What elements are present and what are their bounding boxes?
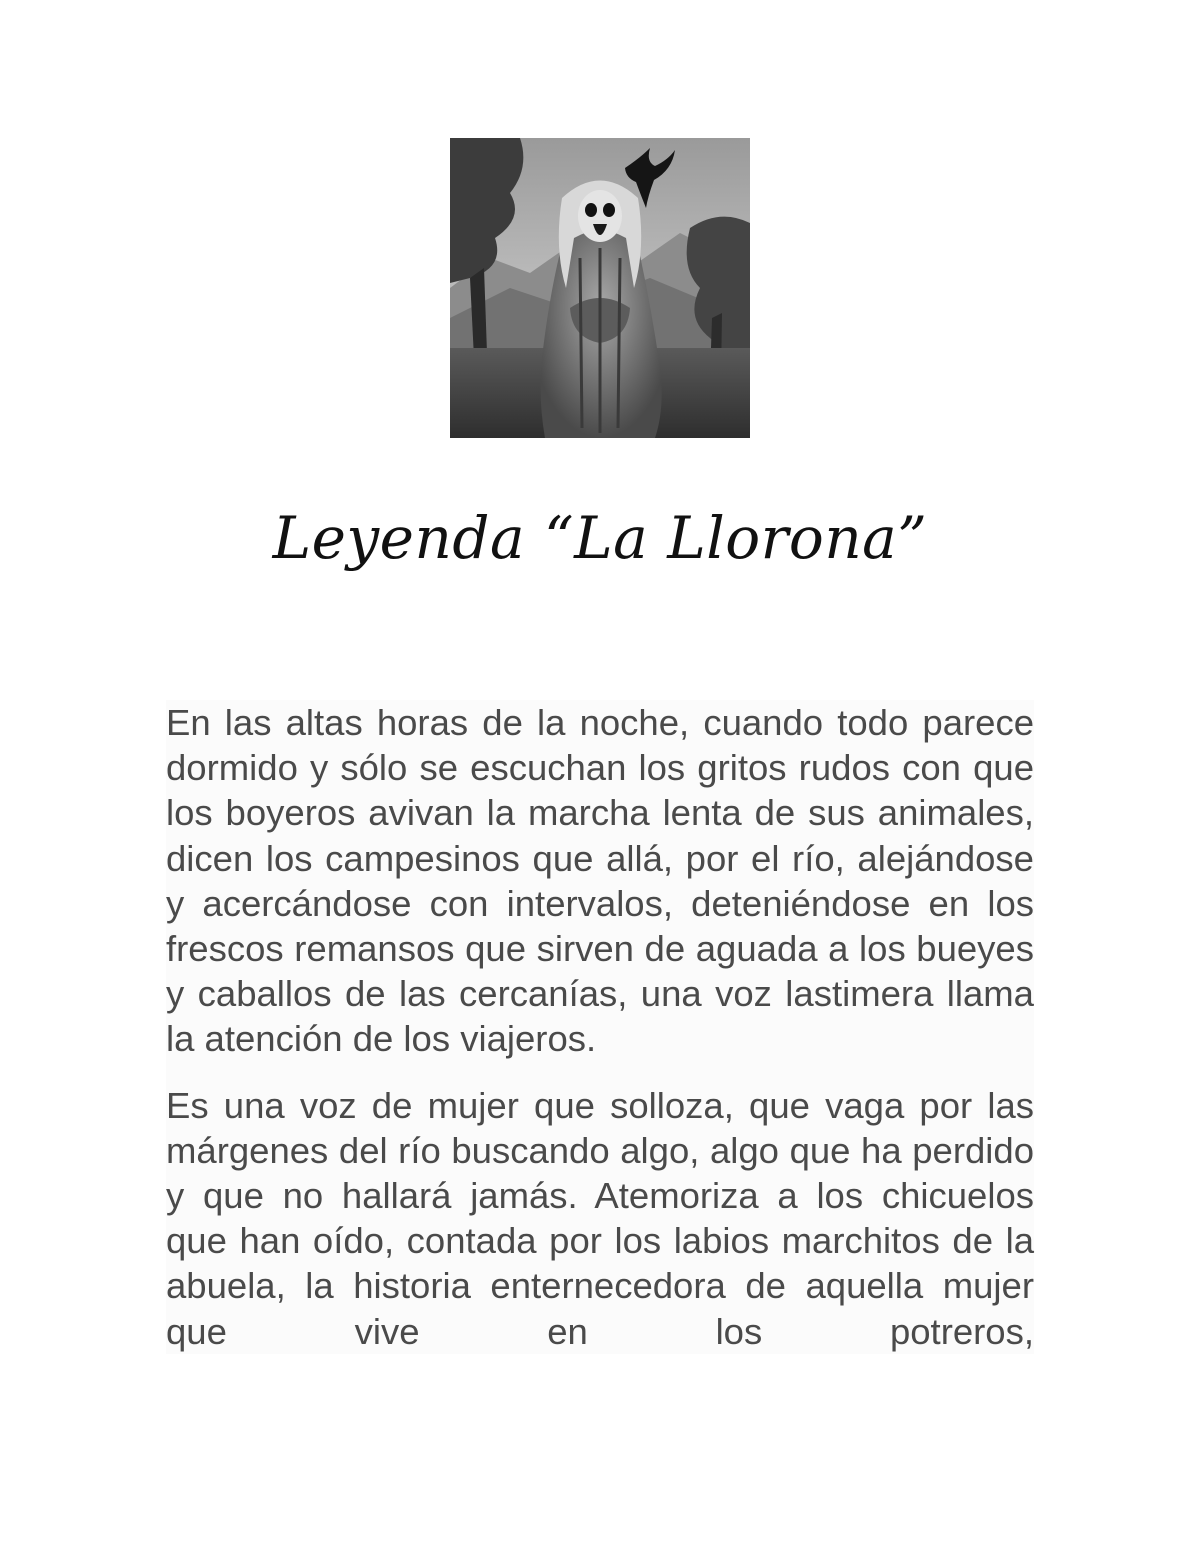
paragraph-1: En las altas horas de la noche, cuando todo parece dormido y sólo se escuchan los gritos rudos con que los boyeros avivan la marcha lenta de sus animales, dicen los campesinos que allá, por el río, alejándose y acercándose con intervalos, deteniéndose en los frescos remansos que sirven de aguada a los bueyes y caballos de las cercanías, una voz lastimera llama la atención de los viajeros. bbox=[166, 702, 1034, 1060]
paragraph-2: Es una voz de mujer que solloza, que vaga por las márgenes del río buscando algo, algo que ha perdido y que no hallará jamás. Atemoriza a los chicuelos que han oído, contada por los labios marchitos de la abuela, la historia enternecedora de aquella mujer que vive en los potreros, bbox=[166, 1084, 1034, 1352]
body-text bbox=[166, 700, 1034, 1354]
la-llorona-illustration-icon bbox=[450, 138, 750, 438]
page-title: Leyenda “La Llorona” bbox=[272, 504, 928, 572]
illustration-drawing bbox=[450, 138, 750, 438]
